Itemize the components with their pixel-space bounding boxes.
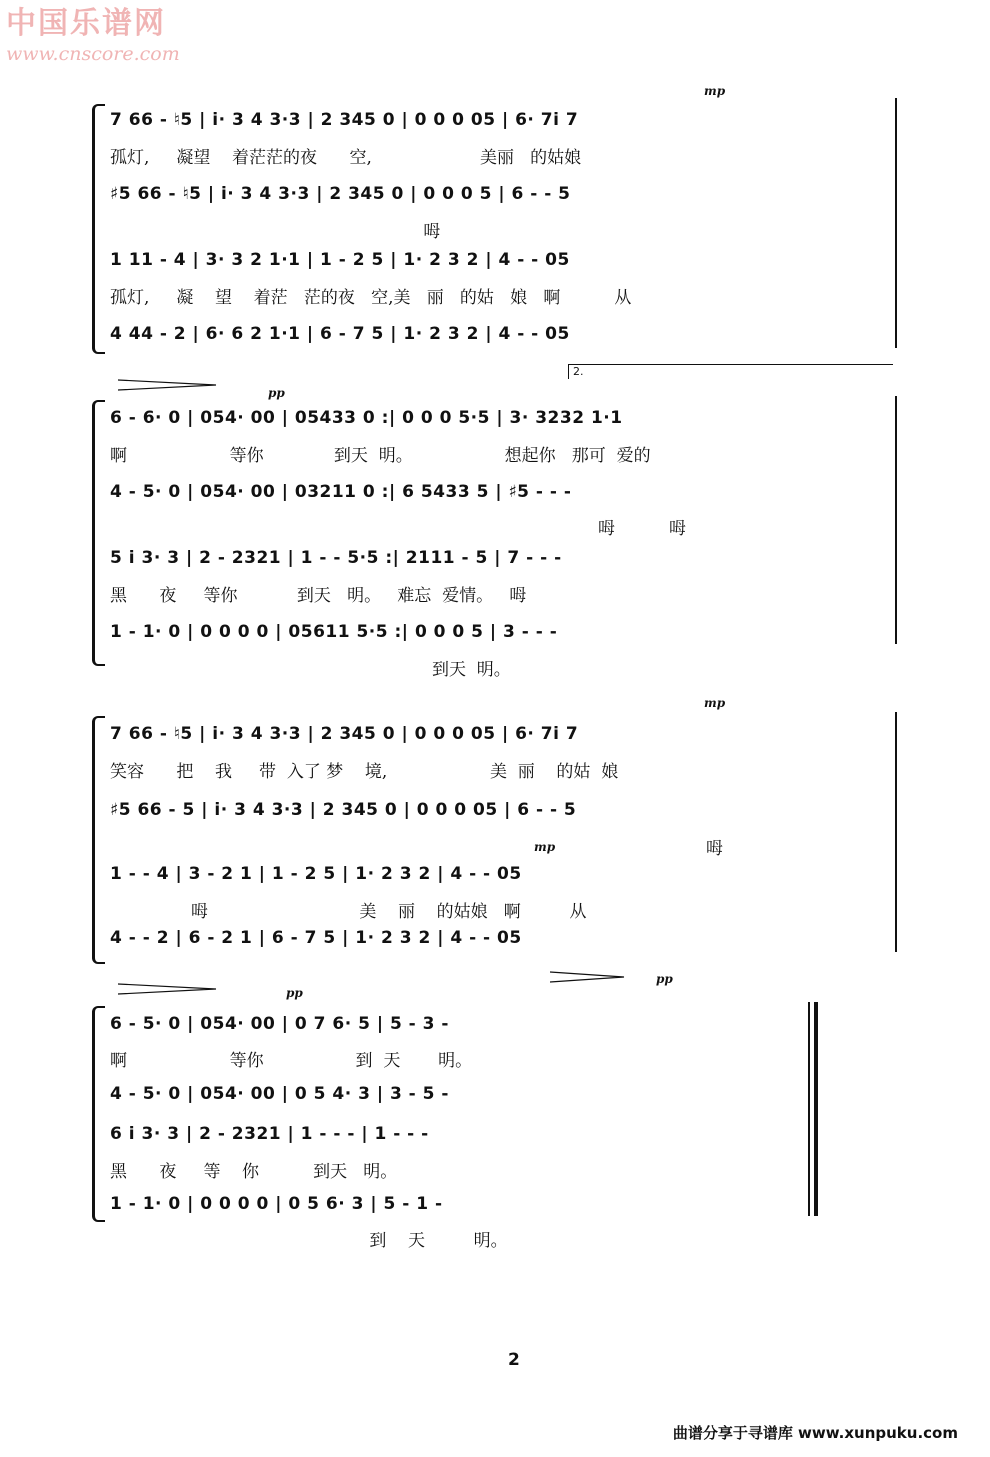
staff-brace [92,400,105,666]
decrescendo-hairpin [550,970,626,984]
page-number: 2 [508,1350,520,1370]
staff-row-bass [110,618,906,650]
dynamic-mark: pp [268,386,285,400]
lyrics-line: 啊 等你 到天 明。 想起你 那可 爱的 [110,446,651,466]
staff-row-bass [110,924,906,956]
staff-row-alto [110,1080,906,1112]
barline [895,396,897,644]
watermark-url: www.cnscore.com [6,43,180,65]
site-credit: 曲谱分享于寻谱库 www.xunpuku.com [672,1424,958,1442]
lyrics-line: 呣 美 丽 的姑娘 啊 从 [110,902,587,922]
lyrics-line: 笑容 把 我 带 入了 梦 境, 美 丽 的姑 娘 [110,762,619,782]
notation: 4 - 5· 0 | 054· 00 | 03211 0 :| 6 5433 5 | ♯5 - - - [110,482,572,502]
final-barline [814,1002,818,1216]
notation: 6 - 6· 0 | 054· 00 | 05433 0 :| 0 0 0 5·5 | 3· 3232 1·1 [110,408,623,428]
notation: 4 - - 2 | 6 - 2 1 | 6 - 7 5 | 1· 2 3 2 | 4 - - 05 [110,928,522,948]
dynamic-mark: mp [704,84,726,98]
lyrics-line: 孤灯, 凝 望 着茫 茫的夜 空,美 丽 的姑 娘 啊 从 [110,288,632,308]
lyrics-line: 呣 [110,222,441,242]
staff-row-bass [110,320,906,352]
lyrics-line: 黑 夜 等 你 到天 明。 [110,1162,398,1182]
staff-row-bass [110,1190,906,1222]
notation: 6 - 5· 0 | 054· 00 | 0 7 6· 5 | 5 - 3 - [110,1014,449,1034]
lyrics-line: 到 天 明。 [110,1231,508,1251]
notation: 7 66 - ♮5 | i· 3 4 3·3 | 2 345 0 | 0 0 0 05 | 6· 7i 7 [110,110,579,130]
notation: 7 66 - ♮5 | i· 3 4 3·3 | 2 345 0 | 0 0 0 05 | 6· 7i 7 [110,724,579,744]
staff-row-alto [110,796,906,828]
notation: ♯5 66 - 5 | i· 3 4 3·3 | 2 345 0 | 0 0 0 05 | 6 - - 5 [110,800,577,820]
lyrics-line: 孤灯, 凝望 着茫茫的夜 空, 美丽 的姑娘 [110,148,582,168]
staff-row-soprano [110,1010,906,1042]
notation: 1 - 1· 0 | 0 0 0 0 | 0 5 6· 3 | 5 - 1 - [110,1194,443,1214]
staff-brace [92,1006,105,1222]
lyrics-line: 呣 呣 [598,519,687,539]
staff-row-tenor [110,246,906,278]
staff-row-tenor [110,1120,906,1152]
decrescendo-hairpin [118,982,218,996]
decrescendo-hairpin [118,378,218,392]
barline [808,1002,810,1216]
lyrics-line: 呣 [706,839,723,859]
notation: ♯5 66 - ♮5 | i· 3 4 3·3 | 2 345 0 | 0 0 0 5 | 6 - - 5 [110,184,571,204]
notation: 1 - - 4 | 3 - 2 1 | 1 - 2 5 | 1· 2 3 2 | 4 - - 05 [110,864,522,884]
dynamic-mark: pp [286,986,303,1000]
dynamic-mark: mp [704,696,726,710]
watermark-title: 中国乐谱网 [6,6,166,41]
staff-row-tenor [110,860,906,892]
notation: 4 44 - 2 | 6· 6 2 1·1 | 6 - 7 5 | 1· 2 3 2 | 4 - - 05 [110,324,570,344]
staff-row-soprano [110,720,906,752]
staff-row-soprano [110,404,906,436]
barline [895,712,897,952]
notation: 5 i 3· 3 | 2 - 2321 | 1 - - 5·5 :| 2111 - 5 | 7 - - - [110,548,562,568]
staff-brace [92,104,105,354]
lyrics-line: 到天 明。 [432,660,511,680]
volta-bracket: 2. [568,364,893,379]
notation: 4 - 5· 0 | 054· 00 | 0 5 4· 3 | 3 - 5 - [110,1084,449,1104]
watermark [6,4,180,64]
staff-row-alto [110,478,906,510]
lyrics-line: 黑 夜 等你 到天 明。 难忘 爱情。 呣 [110,586,527,606]
lyrics-line: 啊 等你 到 天 明。 [110,1051,473,1071]
dynamic-mark: mp [534,840,556,854]
notation: 1 - 1· 0 | 0 0 0 0 | 05611 5·5 :| 0 0 0 5 | 3 - - - [110,622,558,642]
notation: 1 11 - 4 | 3· 3 2 1·1 | 1 - 2 5 | 1· 2 3 2 | 4 - - 05 [110,250,570,270]
staff-row-alto [110,180,906,212]
staff-brace [92,716,105,964]
barline [895,98,897,348]
dynamic-mark: pp [656,972,673,986]
notation: 6 i 3· 3 | 2 - 2321 | 1 - - - | 1 - - - [110,1124,429,1144]
staff-row-tenor [110,544,906,576]
staff-row-soprano [110,106,906,138]
